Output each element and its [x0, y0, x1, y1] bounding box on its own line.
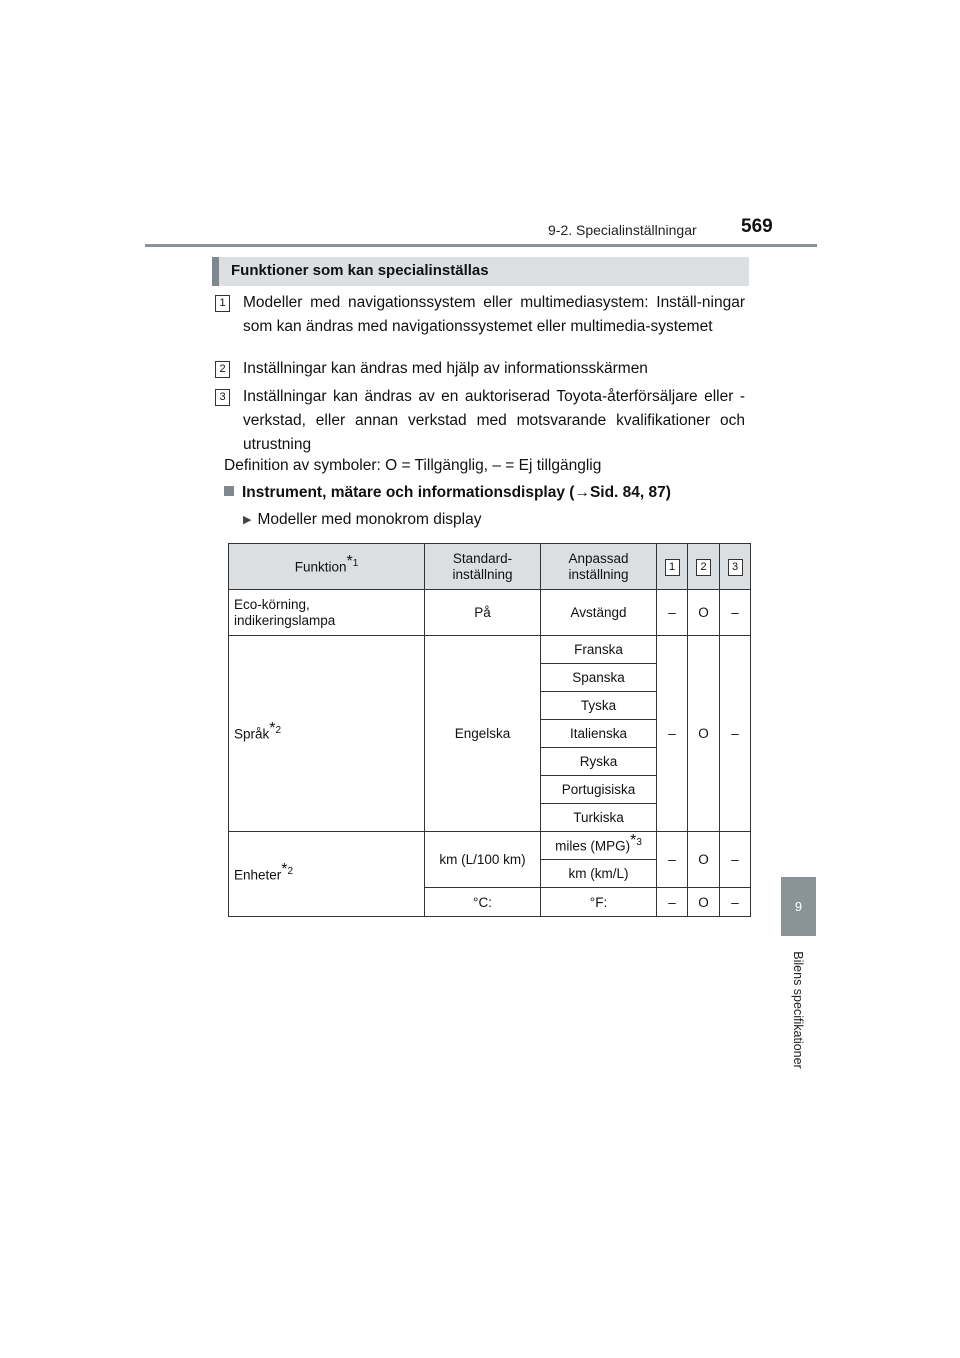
col3-cell: – — [720, 636, 751, 832]
header-custom: Anpassad inställning — [541, 544, 657, 590]
note-text: Inställningar kan ändras med hjälp av informationsskärmen — [243, 360, 648, 377]
custom-cell: Avstängd — [541, 590, 657, 636]
col1-cell: – — [657, 590, 688, 636]
option-cell: Portugisiska — [541, 776, 657, 804]
header-col-1: 1 — [657, 544, 688, 590]
custom-cell: °F: — [541, 888, 657, 917]
table-row — [229, 590, 751, 636]
note-text: Modeller med navigationssystem eller multimediasystem: Inställ-ningar som kan ändras med navigationssystemet eller multimedia-systemet — [243, 294, 745, 335]
option-cell: km (km/L) — [541, 860, 657, 888]
default-cell: På — [425, 590, 541, 636]
col3-cell: – — [720, 888, 751, 917]
chapter-tab-number: 9 — [794, 899, 803, 914]
col3-cell: – — [720, 832, 751, 888]
default-cell: km (L/100 km) — [425, 832, 541, 888]
default-cell: Engelska — [425, 636, 541, 832]
note-number-badge: 3 — [215, 389, 230, 406]
section-title-bar — [212, 257, 749, 286]
section-title: Funktioner som kan specialinställas — [231, 262, 489, 279]
col2-cell: O — [688, 832, 720, 888]
col3-cell: – — [720, 590, 751, 636]
option-cell: Tyska — [541, 692, 657, 720]
table-header-row — [229, 544, 751, 590]
default-cell: °C: — [425, 888, 541, 917]
header-rule — [145, 244, 817, 247]
chapter-tab — [781, 877, 816, 936]
col2-cell: O — [688, 636, 720, 832]
option-cell: Spanska — [541, 664, 657, 692]
chapter-tab-label: Bilens specifikationer — [791, 951, 805, 1069]
col2-cell: O — [688, 888, 720, 917]
function-cell: Eco-körning, indikeringslampa — [229, 590, 425, 636]
page-number: 569 — [741, 216, 773, 237]
note-number-badge: 1 — [215, 295, 230, 312]
header-col-3: 3 — [720, 544, 751, 590]
col1-cell: – — [657, 888, 688, 917]
col1-cell: – — [657, 832, 688, 888]
triangle-bullet-icon: ▶ — [243, 514, 252, 526]
option-cell: Franska — [541, 636, 657, 664]
note-text: Inställningar kan ändras av en auktoriserad Toyota-återförsäljare eller -verkstad, eller annan verkstad med motsvarande kvalifikationer och utrustning — [243, 388, 745, 453]
header-default: Standard- inställning — [425, 544, 541, 590]
col2-cell: O — [688, 590, 720, 636]
settings-table — [228, 543, 751, 917]
function-cell: Enheter*$^2$ — [229, 832, 425, 917]
square-bullet-icon — [224, 486, 234, 496]
col1-cell: – — [657, 636, 688, 832]
table-row — [229, 832, 751, 860]
symbol-definition: Definition av symboler: O = Tillgänglig, – = Ej tillgänglig — [224, 457, 602, 474]
running-header-section: 9-2. Specialinställningar — [548, 222, 697, 238]
subheading — [224, 484, 671, 502]
model-line — [243, 511, 481, 529]
option-cell: Turkiska — [541, 804, 657, 832]
subheading-text: Instrument, mätare och informationsdisplay (→Sid. 84, 87) — [242, 484, 671, 501]
option-cell: miles (MPG)*$^3$ — [541, 832, 657, 860]
model-line-text: Modeller med monokrom display — [257, 511, 482, 528]
header-col-2: 2 — [688, 544, 720, 590]
function-cell: Språk*$^2$ — [229, 636, 425, 832]
header-function: Funktion*$^1$ — [229, 544, 425, 590]
option-cell: Ryska — [541, 748, 657, 776]
option-cell: Italienska — [541, 720, 657, 748]
table-row — [229, 636, 751, 664]
note-number-badge: 2 — [215, 361, 230, 378]
